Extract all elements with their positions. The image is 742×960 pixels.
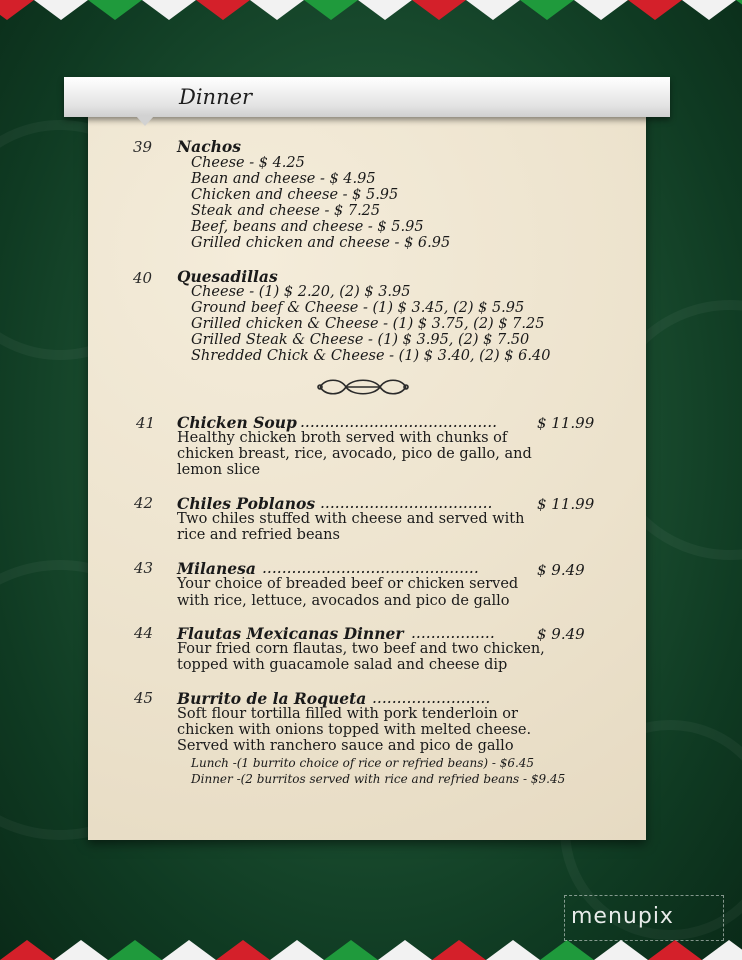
item-description: topped with guacamole salad and cheese dip	[177, 657, 508, 673]
flag-triangle	[520, 0, 574, 20]
menupix-watermark: menupix	[564, 895, 724, 941]
flag-triangle	[540, 940, 594, 960]
item-option: Grilled chicken & Cheese - (1) $ 3.75, (2) $ 7.25	[191, 316, 545, 332]
flag-triangle	[702, 940, 742, 960]
item-option: Bean and cheese - $ 4.95	[191, 171, 376, 187]
flag-triangle	[432, 940, 486, 960]
item-option: Ground beef & Cheese - (1) $ 3.45, (2) $ 5.95	[191, 300, 525, 316]
item-option: Steak and cheese - $ 7.25	[191, 203, 381, 219]
item-number: 41	[136, 414, 156, 432]
item-price: $ 11.99	[537, 414, 595, 432]
item-option: Beef, beans and cheese - $ 5.95	[191, 219, 424, 235]
item-description: chicken breast, rice, avocado, pico de gallo, and	[177, 446, 532, 462]
top-flag-border	[0, 0, 742, 30]
item-name: Nachos	[177, 137, 241, 156]
item-description: Your choice of breaded beef or chicken served	[177, 576, 519, 592]
leader-dots: ...................................	[320, 494, 493, 512]
item-description: rice and refried beans	[177, 527, 340, 543]
flag-triangle	[574, 0, 628, 20]
item-option: Grilled chicken and cheese - $ 6.95	[191, 235, 451, 251]
flag-triangle	[412, 0, 466, 20]
flag-triangle	[594, 940, 648, 960]
flag-triangle	[216, 940, 270, 960]
item-option: Shredded Chick & Cheese - (1) $ 3.40, (2) $ 6.40	[191, 348, 551, 364]
flag-triangle	[736, 0, 742, 20]
item-number: 42	[134, 494, 154, 512]
flag-triangle	[162, 940, 216, 960]
flag-triangle	[324, 940, 378, 960]
item-number: 44	[134, 624, 154, 642]
flag-triangle	[682, 0, 736, 20]
item-option: Cheese - (1) $ 2.20, (2) $ 3.95	[191, 284, 411, 300]
ornament-divider-icon	[316, 376, 410, 398]
item-description: Two chiles stuffed with cheese and served with	[177, 511, 525, 527]
item-number: 39	[133, 138, 153, 156]
item-description: Served with ranchero sauce and pico de gallo	[177, 738, 514, 754]
flag-triangle	[270, 940, 324, 960]
item-description: Four fried corn flautas, two beef and two chicken,	[177, 641, 545, 657]
section-banner	[64, 77, 670, 117]
item-number: 45	[134, 689, 154, 707]
flag-triangle	[196, 0, 250, 20]
item-option: Grilled Steak & Cheese - (1) $ 3.95, (2) $ 7.50	[191, 332, 530, 348]
banner-notch	[136, 116, 154, 126]
item-price: $ 9.49	[537, 625, 585, 643]
flag-triangle	[486, 940, 540, 960]
flag-triangle	[378, 940, 432, 960]
item-option: Chicken and cheese - $ 5.95	[191, 187, 399, 203]
item-description: lemon slice	[177, 462, 261, 478]
flag-triangle	[108, 940, 162, 960]
item-price: $ 9.49	[537, 561, 585, 579]
item-description: Healthy chicken broth served with chunks of	[177, 430, 508, 446]
item-name: Quesadillas	[177, 267, 278, 286]
flag-triangle	[142, 0, 196, 20]
item-name: Burrito de la Roqueta	[177, 689, 367, 708]
leader-dots: ........................................	[300, 413, 498, 431]
flag-triangle	[54, 940, 108, 960]
flag-triangle	[358, 0, 412, 20]
item-number: 40	[133, 269, 153, 287]
leader-dots: ............................................	[262, 559, 479, 577]
item-name: Milanesa	[177, 559, 256, 578]
flag-triangle	[34, 0, 88, 20]
item-option: Cheese - $ 4.25	[191, 155, 305, 171]
item-name: Chicken Soup	[177, 413, 297, 432]
flag-triangle	[628, 0, 682, 20]
item-description: with rice, lettuce, avocados and pico de gallo	[177, 593, 510, 609]
item-description: Soft flour tortilla filled with pork tenderloin or	[177, 706, 518, 722]
leader-dots: ........................	[372, 689, 491, 707]
flag-triangle	[88, 0, 142, 20]
flag-triangle	[250, 0, 304, 20]
leader-dots: .................	[411, 624, 495, 642]
section-title: Dinner	[179, 85, 253, 109]
flag-triangle	[648, 940, 702, 960]
item-note: Lunch -(1 burrito choice of rice or refried beans) - $6.45	[191, 756, 535, 770]
item-price: $ 11.99	[537, 495, 595, 513]
item-description: chicken with onions topped with melted cheese.	[177, 722, 532, 738]
flag-triangle	[304, 0, 358, 20]
item-name: Chiles Poblanos	[177, 494, 316, 513]
flag-triangle	[0, 940, 54, 960]
flag-triangle	[0, 0, 34, 20]
item-number: 43	[134, 559, 154, 577]
flag-triangle	[466, 0, 520, 20]
item-note: Dinner -(2 burritos served with rice and refried beans - $9.45	[191, 772, 566, 786]
item-name: Flautas Mexicanas Dinner	[177, 624, 404, 643]
